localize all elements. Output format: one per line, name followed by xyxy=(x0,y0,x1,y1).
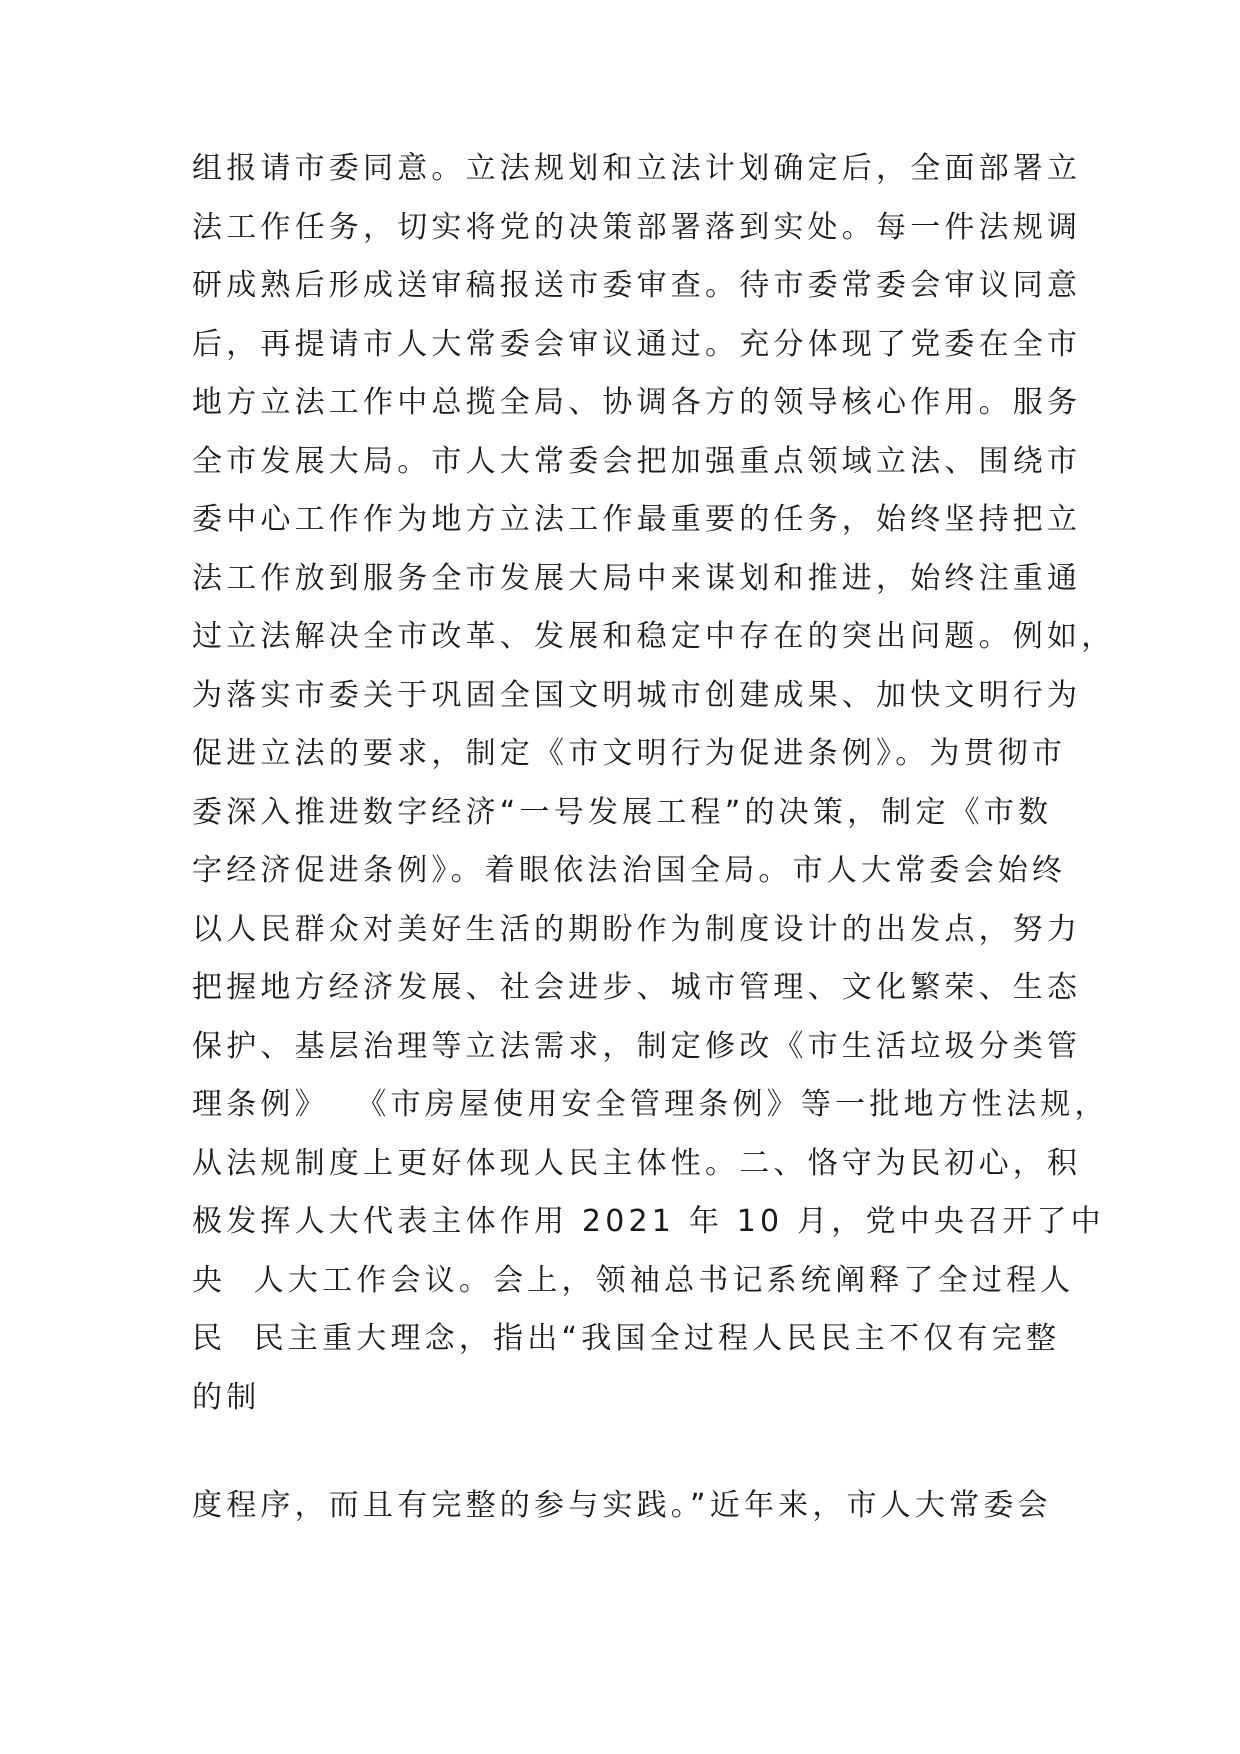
trailing-text-line: 度程序，而且有完整的参与实践。”近年来，市人大常委会 xyxy=(192,1488,1052,1523)
text-line: 民 民主重大理念，指出“我国全过程人民民主不仅有完整 xyxy=(192,1321,1061,1356)
text-line: 从法规制度上更好体现人民主体性。二、恪守为民初心，积 xyxy=(192,1145,1082,1181)
paragraph-gap xyxy=(192,1427,1072,1477)
text-line: 促进立法的要求，制定《市文明行为促进条例》。为贯彻市 xyxy=(192,736,1067,771)
text-line: 法工作任务，切实将党的决策部署落到实处。每一件法规调 xyxy=(192,209,1082,245)
text-line: 极发挥人大代表主体作用 2021 年 10 月，党中央召开了中 xyxy=(192,1204,1105,1239)
text-line: 理条例》 《市房屋使用安全管理条例》等一批地方性法规， xyxy=(192,1087,1109,1122)
text-line: 字经济促进条例》。着眼依法治国全局。市人大常委会始终 xyxy=(192,853,1067,888)
text-line: 以人民群众对美好生活的期盼作为制度设计的出发点，努力 xyxy=(192,911,1082,947)
text-line: 全市发展大局。市人大常委会把加强重点领域立法、围绕市 xyxy=(192,443,1082,479)
text-line: 央 人大工作会议。会上，领袖总书记系统阐释了全过程人 xyxy=(192,1262,1075,1298)
text-line: 后，再提请市人大常委会审议通过。充分体现了党委在全市 xyxy=(192,326,1082,362)
text-line: 组报请市委同意。立法规划和立法计划确定后，全面部署立 xyxy=(192,151,1082,186)
text-line: 把握地方经济发展、社会进步、城市管理、文化繁荣、生态 xyxy=(192,970,1082,1005)
text-line: 为落实市委关于巩固全国文明城市创建成果、加快文明行为 xyxy=(192,677,1082,713)
text-line: 过立法解决全市改革、发展和稳定中存在的突出问题。例如， xyxy=(192,619,1116,654)
text-line: 地方立法工作中总揽全局、协调各方的领导核心作用。服务 xyxy=(192,385,1082,420)
text-line: 委中心工作作为地方立法工作最重要的任务，始终坚持把立 xyxy=(192,502,1082,537)
text-line: 的制 xyxy=(192,1379,261,1415)
text-line: 法工作放到服务全市发展大局中来谋划和推进，始终注重通 xyxy=(192,560,1082,596)
body-text xyxy=(192,140,1116,1536)
text-line: 委深入推进数字经济“一号发展工程”的决策，制定《市数 xyxy=(192,794,1053,830)
text-line: 研成熟后形成送审稿报送市委审查。待市委常委会审议同意 xyxy=(192,268,1082,303)
text-line: 保护、基层治理等立法需求，制定修改《市生活垃圾分类管 xyxy=(192,1028,1082,1064)
